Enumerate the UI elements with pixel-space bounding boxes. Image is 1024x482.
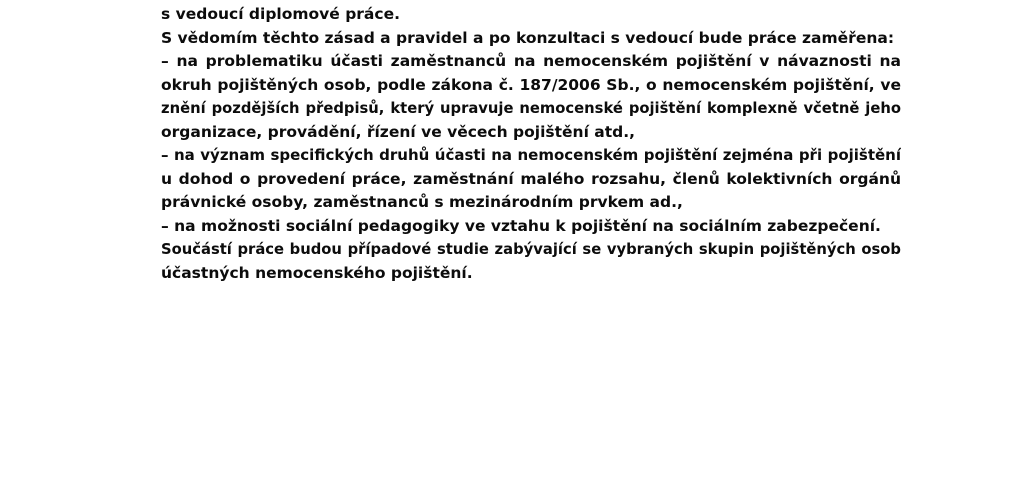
text-line: – na význam specifických druhů účasti na nemocenském pojištění zejména při pojištění — [161, 146, 901, 164]
text-line: u dohod o provedení práce, zaměstnání malého rozsahu, členů kolektivních orgánů — [161, 169, 901, 188]
text-line: znění pozdějších předpisů, který upravuje nemocenské pojištění komplexně včetně jeho — [161, 100, 901, 117]
body-text — [161, 3, 901, 285]
text-line: organizace, provádění, řízení ve věcech pojištění atd., — [161, 122, 636, 141]
text-line: s vedoucí diplomové práce. — [161, 5, 400, 23]
text-line: S vědomím těchto zásad a pravidel a po konzultaci s vedoucí bude práce zaměřena: — [161, 28, 895, 47]
text-line: právnické osoby, zaměstnanců s mezinárodním prvkem ad., — [161, 193, 683, 211]
text-line: Součástí práce budou případové studie zabývající se vybraných skupin pojištěných osob — [161, 241, 901, 258]
text-line: – na možnosti sociální pedagogiky ve vztahu k pojištění na sociálním zabezpečení. — [161, 216, 881, 235]
text-line: – na problematiku účasti zaměstnanců na nemocenském pojištění v návaznosti na — [161, 52, 901, 70]
text-line: okruh pojištěných osob, podle zákona č. 187/2006 Sb., o nemocenském pojištění, ve — [161, 75, 901, 94]
text-line: účastných nemocenského pojištění. — [161, 263, 473, 282]
